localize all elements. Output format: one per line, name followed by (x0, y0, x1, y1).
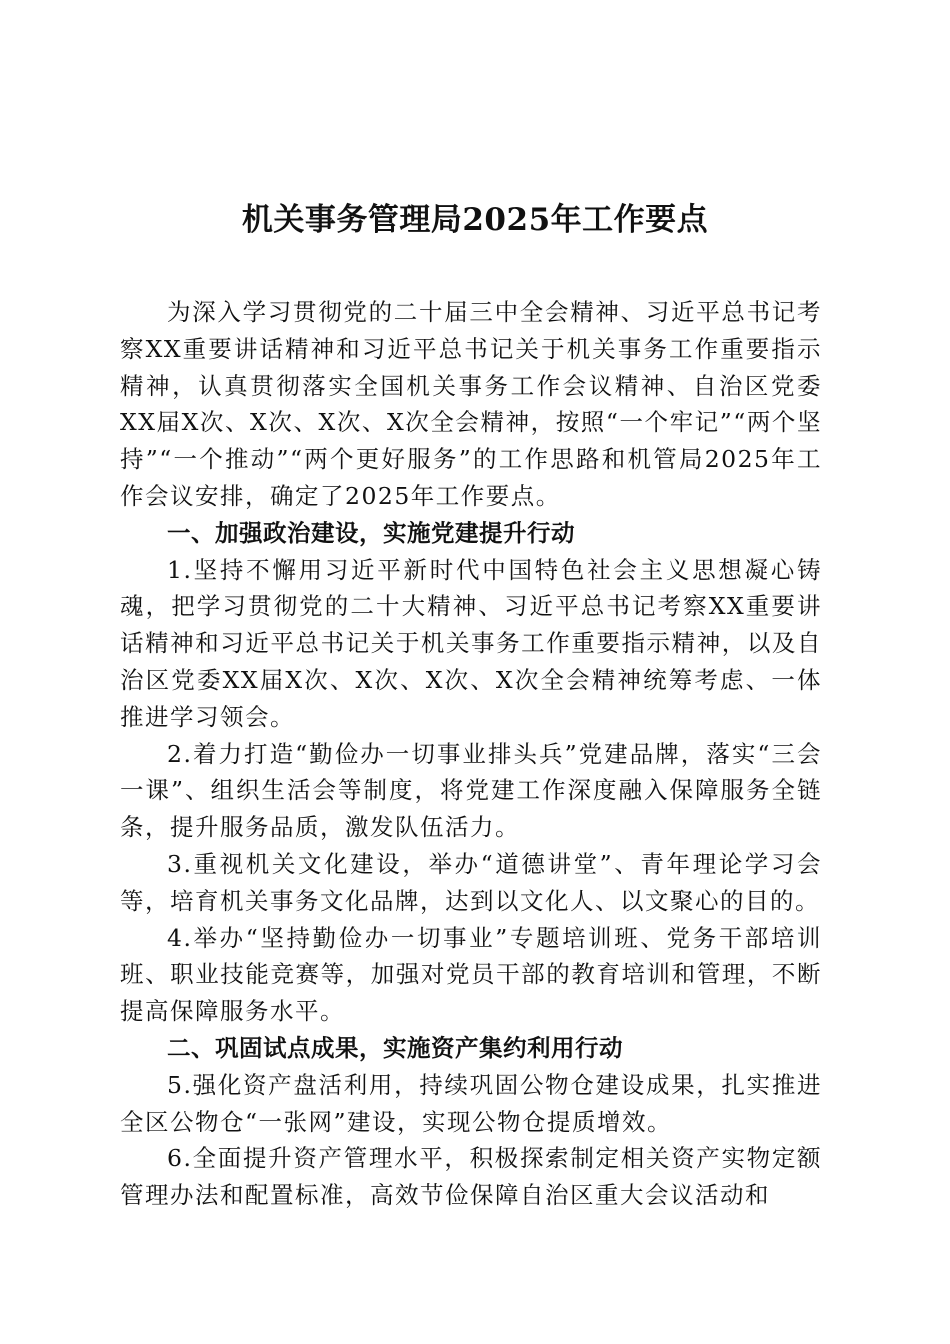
list-item: 5.强化资产盘活利用，持续巩固公物仓建设成果，扎实推进全区公物仓“一张网”建设，实现公物仓提质增效。 (120, 1070, 822, 1136)
document-title: 机关事务管理局2025年工作要点 (241, 202, 709, 238)
document-body (120, 294, 822, 1214)
list-item: 6.全面提升资产管理水平，积极探索制定相关资产实物定额管理办法和配置标准，高效节俭保障自治区重大会议活动和 (120, 1144, 822, 1210)
list-item: 1.坚持不懈用习近平新时代中国特色社会主义思想凝心铸魂，把学习贯彻党的二十大精神、习近平总书记考察XX重要讲话精神和习近平总书记关于机关事务工作重要指示精神，以及自治区党委XX届X次、X次、X次、X次全会精神统筹考虑、一体推进学习领会。 (120, 555, 822, 731)
list-item: 4.举办“坚持勤俭办一切事业”专题培训班、党务干部培训班、职业技能竞赛等，加强对党员干部的教育培训和管理，不断提高保障服务水平。 (120, 923, 822, 1026)
section-heading-1: 一、加强政治建设，实施党建提升行动 (167, 518, 575, 547)
list-item: 2.着力打造“勤俭办一切事业排头兵”党建品牌，落实“三会一课”、组织生活会等制度，将党建工作深度融入保障服务全链条，提升服务品质，激发队伍活力。 (120, 739, 822, 842)
section-heading-2: 二、巩固试点成果，实施资产集约利用行动 (167, 1033, 623, 1062)
intro-paragraph: 为深入学习贯彻党的二十届三中全会精神、习近平总书记考察XX重要讲话精神和习近平总书记关于机关事务工作重要指示精神，认真贯彻落实全国机关事务工作会议精神、自治区党委XX届X次、X次、X次、X次全会精神，按照“一个牢记”“两个坚持”“一个推动”“两个更好服务”的工作思路和机管局2025年工作会议安排，确定了2025年工作要点。 (120, 298, 822, 510)
list-item: 3.重视机关文化建设，举办“道德讲堂”、青年理论学习会等，培育机关事务文化品牌，达到以文化人、以文聚心的目的。 (120, 849, 822, 915)
